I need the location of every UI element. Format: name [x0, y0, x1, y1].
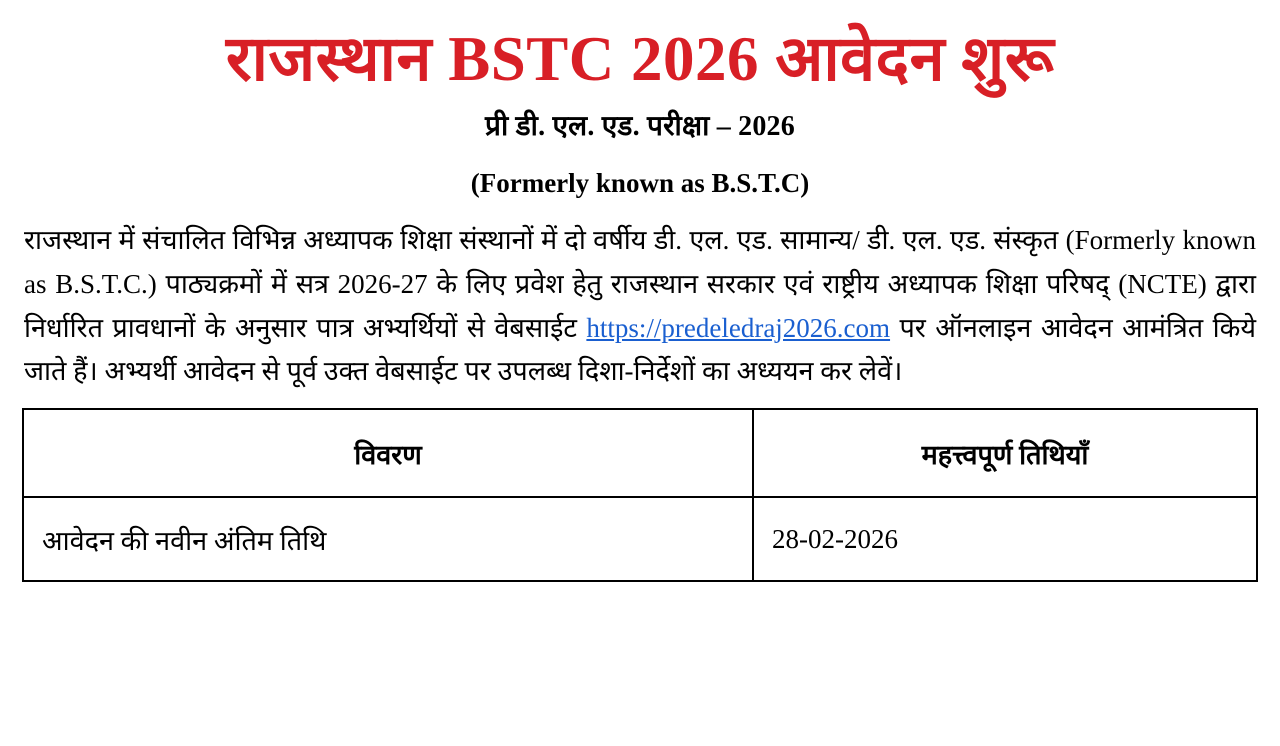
- table-header-row: [23, 409, 1257, 497]
- table-cell-description: आवेदन की नवीन अंतिम तिथि: [23, 497, 753, 581]
- notice-paragraph-part-one: राजस्थान में संचालित विभिन्न अध्यापक शिक्षा संस्थानों में दो वर्षीय डी. एल. एड. सामान्य/ डी. एल. एड. संस्कृत (Formerly known as B.S.T.C.) पाठ्यक्रमों में सत्र 2026-27 के लिए प्रवेश हेतु राजस्थान सरकार एवं राष्ट्रीय अध्यापक शिक्षा परिषद् (NCTE) द्वारा निर्धारित प्रावधानों के अनुसार पात्र अभ्यर्थियों से वेबसाईट: [24, 225, 1256, 343]
- notice-paragraph: [22, 219, 1258, 394]
- table-cell-date: 28-02-2026: [753, 497, 1257, 581]
- table-row: [23, 497, 1257, 581]
- table-header-description: विवरण: [23, 409, 753, 497]
- important-dates-table: [22, 408, 1258, 582]
- notice-paragraph-part-two: पर ऑनलाइन आवेदन आमंत्रित किये जाते हैं। अभ्यर्थी आवेदन से पूर्व उक्त वेबसाईट पर उपलब्ध दिशा-निर्देशों का अध्ययन कर लेवें।: [24, 312, 1257, 387]
- document-page: [0, 26, 1280, 746]
- exam-subtitle: प्री डी. एल. एड. परीक्षा – 2026: [485, 111, 795, 143]
- table-header-dates: महत्त्वपूर्ण तिथियाँ: [753, 409, 1257, 497]
- page-title: राजस्थान BSTC 2026 आवेदन शुरू: [225, 24, 1055, 94]
- official-website-link[interactable]: https://predeledraj2026.com: [586, 312, 891, 343]
- formerly-known-as-line: (Formerly known as B.S.T.C): [470, 168, 810, 199]
